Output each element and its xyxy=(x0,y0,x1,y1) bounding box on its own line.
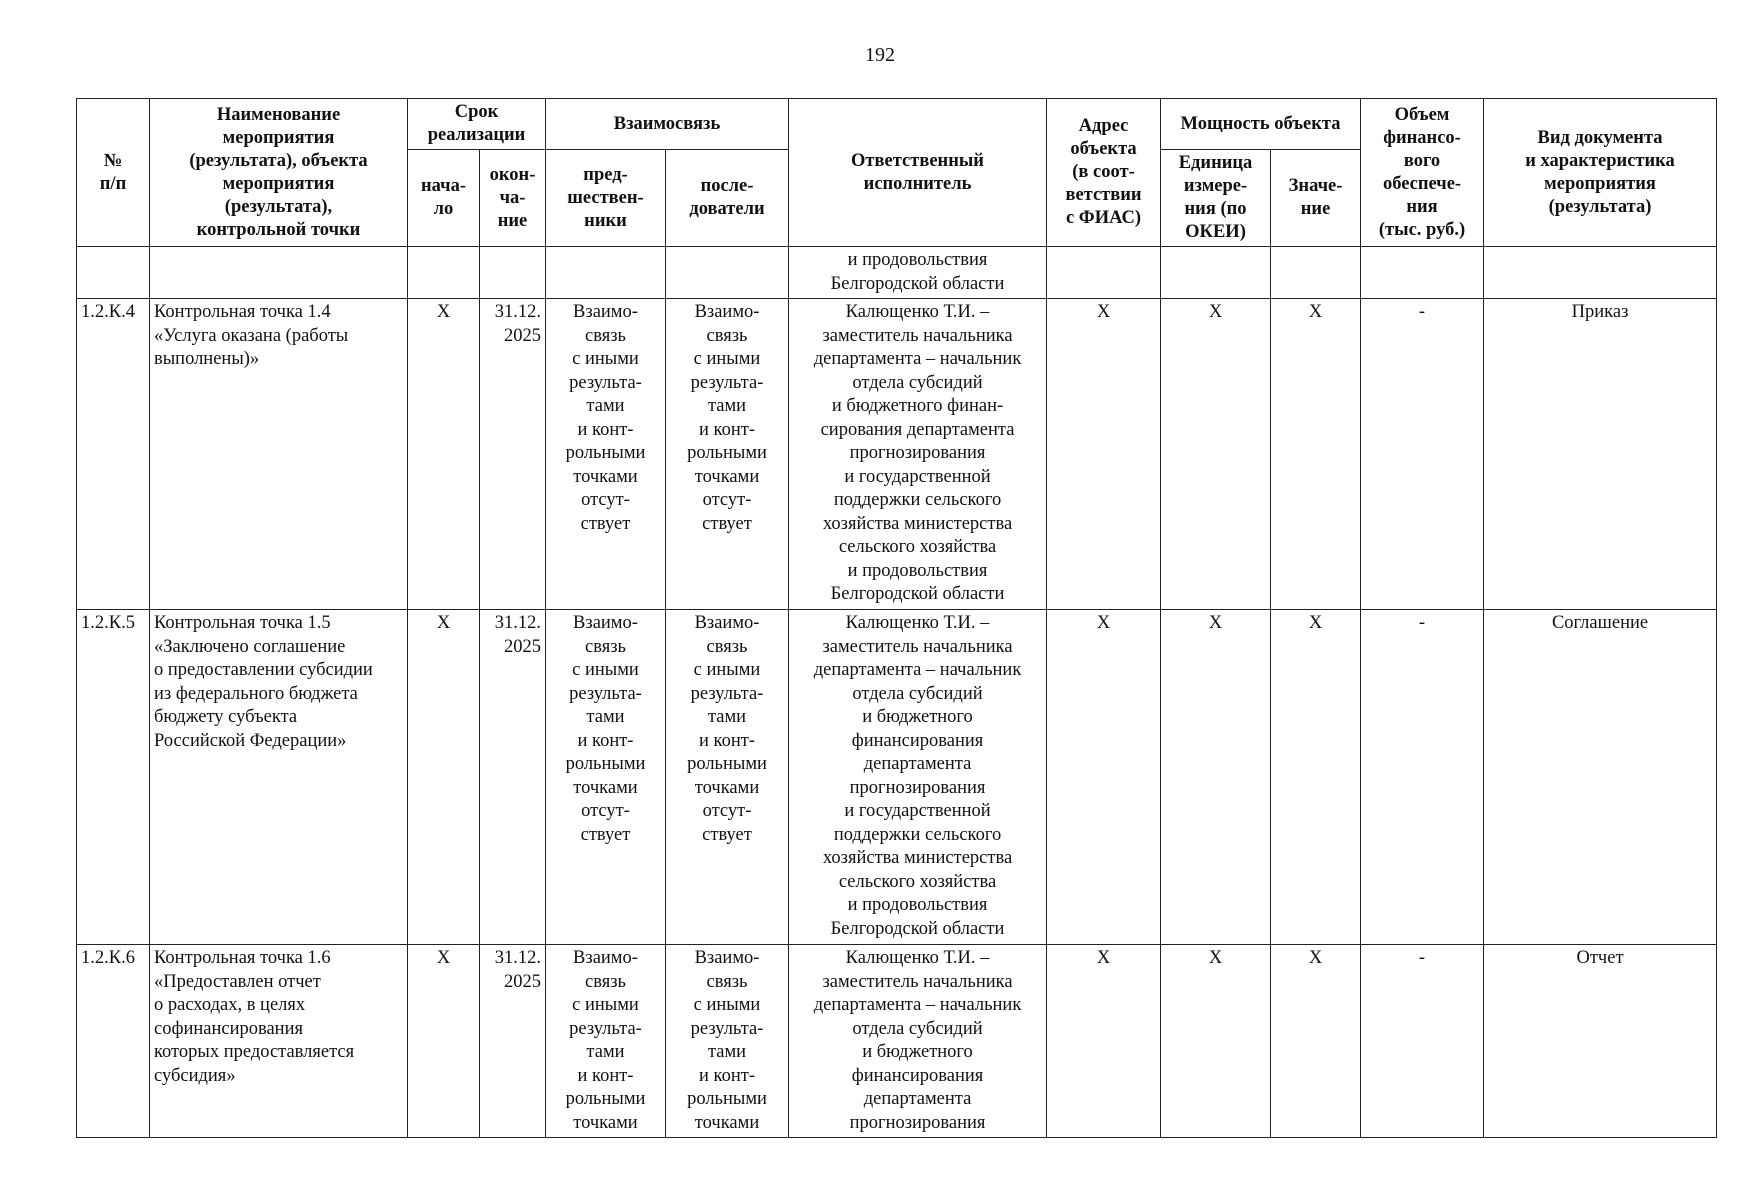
cell-pred: Взаимо- связь с иными результа- тами и конт- рольными точками xyxy=(546,945,666,1138)
cell-value: X xyxy=(1271,610,1361,945)
cell-address: X xyxy=(1047,610,1161,945)
cell-doc xyxy=(1484,247,1717,299)
header-num: № п/п xyxy=(77,99,150,247)
cell-start xyxy=(408,247,480,299)
header-link: Взаимосвязь xyxy=(546,99,789,150)
cell-succ: Взаимо- связь с иными результа- тами и конт- рольными точками отсут- ствует xyxy=(666,299,789,610)
cell-finance: - xyxy=(1361,610,1484,945)
cell-unit xyxy=(1161,247,1271,299)
cell-value xyxy=(1271,247,1361,299)
cell-name: Контрольная точка 1.5 «Заключено соглашение о предоставлении субсидии из федерального бюджета бюджету субъекта Российской Федерации» xyxy=(150,610,408,945)
cell-value: X xyxy=(1271,299,1361,610)
header-capacity-unit: Единица измере- ния (по ОКЕИ) xyxy=(1161,150,1271,247)
cell-end xyxy=(480,247,546,299)
cell-address: X xyxy=(1047,299,1161,610)
header-link-pred: пред- шествен- ники xyxy=(546,150,666,247)
cell-unit: X xyxy=(1161,945,1271,1138)
page-number: 192 xyxy=(865,44,895,66)
cell-start: X xyxy=(408,610,480,945)
cell-address: X xyxy=(1047,945,1161,1138)
cell-finance: - xyxy=(1361,945,1484,1138)
header-name: Наименование мероприятия (результата), объекта мероприятия (результата), контрольной точки xyxy=(150,99,408,247)
cell-start: X xyxy=(408,945,480,1138)
header-link-succ: после- дователи xyxy=(666,150,789,247)
cell-value: X xyxy=(1271,945,1361,1138)
cell-name: Контрольная точка 1.4 «Услуга оказана (работы выполнены)» xyxy=(150,299,408,610)
cell-num: 1.2.К.5 xyxy=(77,610,150,945)
table-row xyxy=(77,610,1717,945)
cell-unit: X xyxy=(1161,299,1271,610)
cell-responsible: Калющенко Т.И. – заместитель начальника департамента – начальник отдела субсидий и бюджетного финансирования департамента прогнозирования xyxy=(789,945,1047,1138)
header-capacity: Мощность объекта xyxy=(1161,99,1361,150)
cell-end: 31.12. 2025 xyxy=(480,299,546,610)
header-address: Адрес объекта (в соот- ветствии с ФИАС) xyxy=(1047,99,1161,247)
header-term: Срок реализации xyxy=(408,99,546,150)
header-responsible: Ответственный исполнитель xyxy=(789,99,1047,247)
header-doc: Вид документа и характеристика мероприятия (результата) xyxy=(1484,99,1717,247)
header-capacity-value: Значе- ние xyxy=(1271,150,1361,247)
cell-pred: Взаимо- связь с иными результа- тами и конт- рольными точками отсут- ствует xyxy=(546,610,666,945)
cell-succ xyxy=(666,247,789,299)
cell-pred xyxy=(546,247,666,299)
cell-pred: Взаимо- связь с иными результа- тами и конт- рольными точками отсут- ствует xyxy=(546,299,666,610)
cell-name xyxy=(150,247,408,299)
cell-responsible: Калющенко Т.И. – заместитель начальника департамента – начальник отдела субсидий и бюджетного финан- сирования департамента прогнозирования и государственной поддержки сельского хозяйства министерства сельского хозяйства и продовольствия Белгородской области xyxy=(789,299,1047,610)
cell-finance xyxy=(1361,247,1484,299)
cell-num xyxy=(77,247,150,299)
table-row xyxy=(77,945,1717,1138)
cell-num: 1.2.К.4 xyxy=(77,299,150,610)
cell-finance: - xyxy=(1361,299,1484,610)
cell-start: X xyxy=(408,299,480,610)
cell-unit: X xyxy=(1161,610,1271,945)
cell-end: 31.12. 2025 xyxy=(480,610,546,945)
header-term-end: окон- ча- ние xyxy=(480,150,546,247)
cell-succ: Взаимо- связь с иными результа- тами и конт- рольными точками xyxy=(666,945,789,1138)
header-row-1 xyxy=(77,99,1717,150)
cell-doc: Приказ xyxy=(1484,299,1717,610)
cell-succ: Взаимо- связь с иными результа- тами и конт- рольными точками отсут- ствует xyxy=(666,610,789,945)
cell-address xyxy=(1047,247,1161,299)
cell-doc: Отчет xyxy=(1484,945,1717,1138)
cell-name: Контрольная точка 1.6 «Предоставлен отчет о расходах, в целях софинансирования которых предоставляется субсидия» xyxy=(150,945,408,1138)
plan-table xyxy=(76,98,1717,1138)
cell-end: 31.12. 2025 xyxy=(480,945,546,1138)
header-term-start: нача- ло xyxy=(408,150,480,247)
cell-responsible: и продовольствия Белгородской области xyxy=(789,247,1047,299)
continuation-row xyxy=(77,247,1717,299)
cell-doc: Соглашение xyxy=(1484,610,1717,945)
cell-num: 1.2.К.6 xyxy=(77,945,150,1138)
table-row xyxy=(77,299,1717,610)
cell-responsible: Калющенко Т.И. – заместитель начальника департамента – начальник отдела субсидий и бюджетного финансирования департамента прогнозирования и государственной поддержки сельского хозяйства министерства сельского хозяйства и продовольствия Белгородской области xyxy=(789,610,1047,945)
header-finance: Объем финансо- вого обеспече- ния (тыс. руб.) xyxy=(1361,99,1484,247)
